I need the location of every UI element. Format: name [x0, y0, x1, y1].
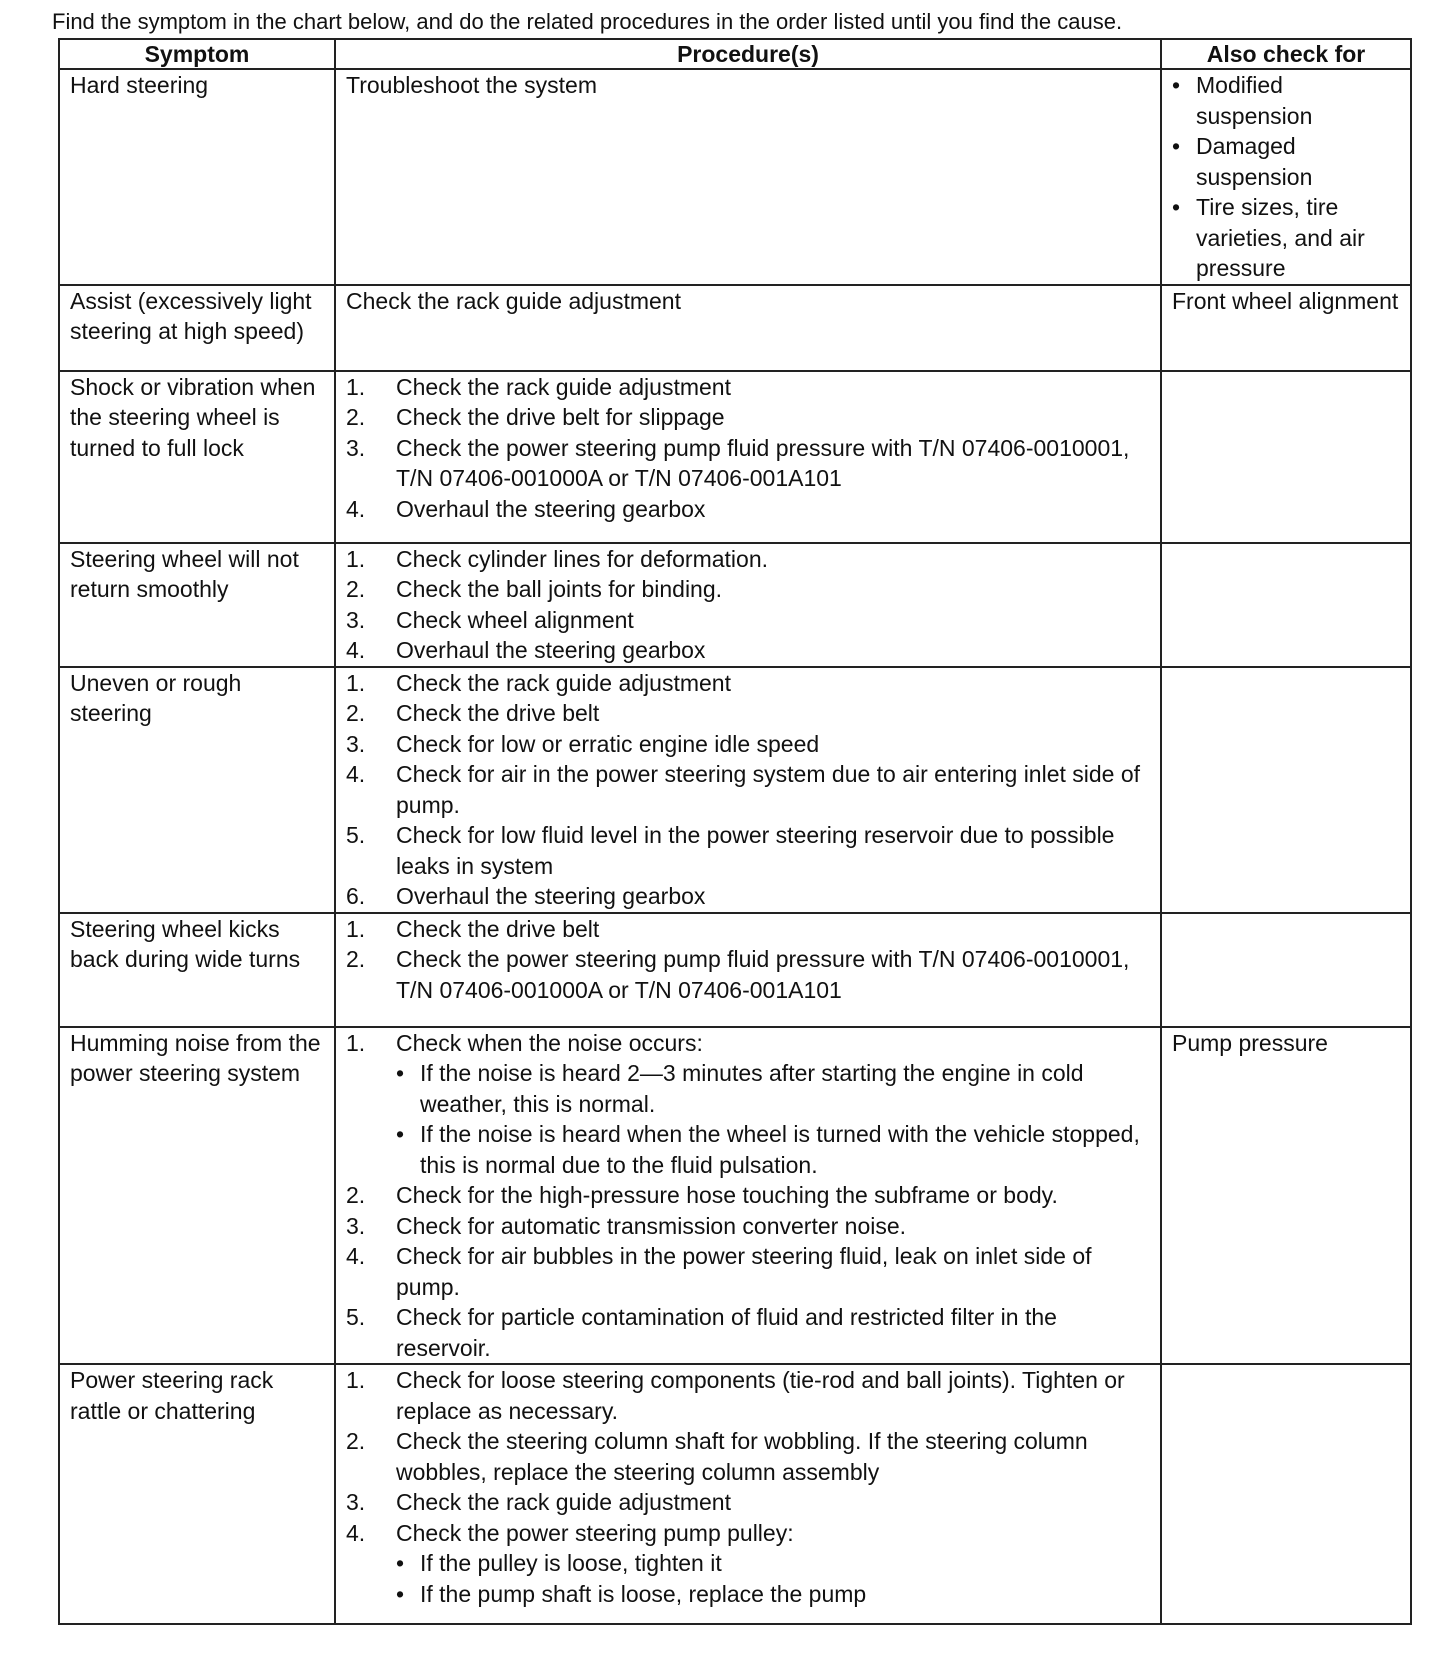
procedure-step — [346, 494, 1150, 525]
step-text: Check for particle contamination of fluid and restricted filter in the reservoir. — [396, 1304, 1057, 1361]
also-check-text: Damaged suspension — [1196, 133, 1313, 190]
symptom-cell: Steering wheel kicks back during wide turns — [59, 913, 335, 1027]
step-text: Overhaul the steering gearbox — [396, 883, 706, 909]
procedure-steps — [346, 372, 1150, 525]
step-text: Check the power steering pump fluid pressure with T/N 07406-0010001, T/N 07406-001000A or T/N 07406-001A101 — [396, 434, 1130, 491]
procedure-cell — [335, 543, 1161, 667]
also-check-item — [1172, 192, 1400, 284]
step-number: 4. — [346, 1519, 366, 1546]
step-text: Check the power steering pump pulley: — [396, 1519, 794, 1546]
step-number: 4. — [346, 761, 366, 787]
step-number: 3. — [346, 1212, 366, 1239]
procedure-step — [346, 1426, 1150, 1487]
procedure-step — [346, 574, 1150, 605]
procedure-step — [346, 433, 1150, 494]
subpoint-text: If the pulley is loose, tighten it — [420, 1550, 722, 1576]
table-row — [59, 1027, 1411, 1365]
procedure-subpoint — [346, 1058, 1150, 1119]
procedure-step — [346, 668, 1150, 699]
also-check-cell — [1161, 1364, 1411, 1624]
step-number: 6. — [346, 883, 366, 909]
procedure-step — [346, 759, 1150, 820]
table-row — [59, 69, 1411, 285]
procedure-step — [346, 402, 1150, 433]
table-row — [59, 543, 1411, 667]
procedure-step — [346, 544, 1150, 575]
bullet-icon: • — [396, 1060, 405, 1086]
step-number: 1. — [346, 1029, 366, 1056]
procedure-step — [346, 1211, 1150, 1242]
symptom-header: Symptom — [59, 39, 335, 69]
table-row — [59, 371, 1411, 543]
step-text: Check for the high-pressure hose touching the subframe or body. — [396, 1182, 1058, 1208]
procedure-step — [346, 1302, 1150, 1363]
procedure-steps — [346, 1365, 1150, 1609]
procedure-step — [346, 1241, 1150, 1302]
also-check-cell: Front wheel alignment — [1161, 285, 1411, 371]
bullet-icon: • — [1172, 133, 1181, 159]
step-text: Check the rack guide adjustment — [396, 669, 731, 696]
procedure-step — [346, 820, 1150, 881]
procedure-step — [346, 729, 1150, 760]
step-text: Check wheel alignment — [396, 606, 634, 633]
procedure-step — [346, 1028, 1150, 1059]
step-number: 3. — [346, 730, 366, 757]
symptom-cell: Humming noise from the power steering system — [59, 1027, 335, 1365]
step-text: Check the ball joints for binding. — [396, 576, 723, 602]
procedure-text: Troubleshoot the system — [346, 72, 597, 98]
symptom-cell: Steering wheel will not return smoothly — [59, 543, 335, 667]
bullet-icon: • — [396, 1580, 405, 1607]
step-text: Check for air bubbles in the power steering fluid, leak on inlet side of pump. — [396, 1243, 1092, 1300]
also-check-item — [1172, 70, 1400, 131]
step-text: Check the rack guide adjustment — [396, 1489, 731, 1515]
step-text: Check for loose steering components (tie-rod and ball joints). Tighten or replace as necessary. — [396, 1367, 1125, 1424]
troubleshooting-table — [58, 38, 1412, 1625]
symptom-cell: Uneven or rough steering — [59, 667, 335, 913]
subpoint-text: If the noise is heard 2—3 minutes after starting the engine in cold weather, this is normal. — [420, 1060, 1084, 1117]
step-number: 2. — [346, 576, 366, 602]
also-check-list — [1172, 70, 1400, 284]
also-check-cell: Pump pressure — [1161, 1027, 1411, 1365]
table-row — [59, 285, 1411, 371]
step-text: Check cylinder lines for deformation. — [396, 545, 768, 572]
procedure-step — [346, 1365, 1150, 1426]
procedure-text: Check the rack guide adjustment — [346, 287, 681, 314]
also-check-cell — [1161, 371, 1411, 543]
also-check-header: Also check for — [1161, 39, 1411, 69]
step-number: 2. — [346, 1428, 366, 1454]
symptom-cell: Assist (excessively light steering at high speed) — [59, 285, 335, 371]
procedure-cell — [335, 667, 1161, 913]
also-check-cell — [1161, 543, 1411, 667]
procedure-steps — [346, 544, 1150, 666]
symptom-cell: Power steering rack rattle or chattering — [59, 1364, 335, 1624]
also-check-cell — [1161, 667, 1411, 913]
step-number: 2. — [346, 700, 366, 726]
procedure-cell — [335, 1364, 1161, 1624]
also-check-item — [1172, 131, 1400, 192]
procedure-cell — [335, 371, 1161, 543]
step-text: Check the rack guide adjustment — [396, 373, 731, 400]
step-number: 3. — [346, 434, 366, 461]
procedure-step — [346, 635, 1150, 666]
procedure-steps — [346, 914, 1150, 1006]
step-text: Check for low fluid level in the power steering reservoir due to possible leaks in system — [396, 822, 1115, 879]
step-text: Check the drive belt — [396, 700, 600, 726]
also-check-text: Modified suspension — [1196, 72, 1313, 129]
step-text: Check when the noise occurs: — [396, 1029, 703, 1056]
also-check-cell — [1161, 69, 1411, 285]
step-number: 5. — [346, 1304, 366, 1330]
procedure-subpoint — [346, 1548, 1150, 1579]
procedure-step — [346, 605, 1150, 636]
step-text: Check the drive belt — [396, 915, 600, 942]
procedure-step — [346, 1180, 1150, 1211]
step-text: Overhaul the steering gearbox — [396, 637, 706, 663]
step-number: 4. — [346, 1243, 366, 1269]
step-number: 2. — [346, 946, 366, 972]
step-number: 2. — [346, 1182, 366, 1208]
step-number: 1. — [346, 1367, 366, 1393]
step-number: 1. — [346, 669, 366, 696]
procedure-cell — [335, 69, 1161, 285]
procedure-cell — [335, 913, 1161, 1027]
step-text: Check for automatic transmission converter noise. — [396, 1212, 907, 1239]
step-number: 4. — [346, 637, 366, 663]
step-text: Overhaul the steering gearbox — [396, 495, 706, 522]
step-number: 3. — [346, 606, 366, 633]
procedure-subpoint — [346, 1119, 1150, 1180]
step-number: 1. — [346, 545, 366, 572]
procedure-step — [346, 1487, 1150, 1518]
chart-intro: Find the symptom in the chart below, and do the related procedures in the order listed until you find the cause. — [52, 9, 1123, 34]
procedure-step — [346, 914, 1150, 945]
symptom-cell: Hard steering — [59, 69, 335, 285]
procedure-cell — [335, 285, 1161, 371]
step-text: Check the power steering pump fluid pressure with T/N 07406-0010001, T/N 07406-001000A or T/N 07406-001A101 — [396, 946, 1130, 1003]
step-text: Check for low or erratic engine idle speed — [396, 730, 820, 757]
procedure-step — [346, 1518, 1150, 1549]
step-number: 4. — [346, 495, 366, 522]
procedure-cell — [335, 1027, 1161, 1365]
step-text: Check the drive belt for slippage — [396, 404, 725, 430]
table-row — [59, 1364, 1411, 1624]
procedures-header: Procedure(s) — [335, 39, 1161, 69]
also-check-text: Tire sizes, tire varieties, and air pressure — [1196, 194, 1365, 281]
step-text: Check the steering column shaft for wobbling. If the steering column wobbles, replace the steering column assembly — [396, 1428, 1088, 1485]
table-row — [59, 913, 1411, 1027]
procedure-steps — [346, 668, 1150, 912]
step-number: 1. — [346, 373, 366, 400]
bullet-icon: • — [396, 1121, 405, 1147]
procedure-step — [346, 881, 1150, 912]
procedure-step — [346, 944, 1150, 1005]
subpoint-text: If the pump shaft is loose, replace the pump — [420, 1580, 867, 1607]
procedure-step — [346, 698, 1150, 729]
step-number: 5. — [346, 822, 366, 848]
procedure-subpoint — [346, 1579, 1150, 1610]
also-check-cell — [1161, 913, 1411, 1027]
procedure-step — [346, 372, 1150, 403]
procedure-steps — [346, 1028, 1150, 1364]
step-text: Check for air in the power steering system due to air entering inlet side of pump. — [396, 761, 1141, 818]
step-number: 3. — [346, 1489, 366, 1515]
step-number: 2. — [346, 404, 366, 430]
table-row — [59, 667, 1411, 913]
header-row — [59, 39, 1411, 69]
bullet-icon: • — [1172, 194, 1181, 220]
bullet-icon: • — [1172, 72, 1181, 98]
bullet-icon: • — [396, 1550, 405, 1576]
step-number: 1. — [346, 915, 366, 942]
subpoint-text: If the noise is heard when the wheel is turned with the vehicle stopped, this is normal due to the fluid pulsation. — [420, 1121, 1140, 1178]
symptom-cell: Shock or vibration when the steering wheel is turned to full lock — [59, 371, 335, 543]
